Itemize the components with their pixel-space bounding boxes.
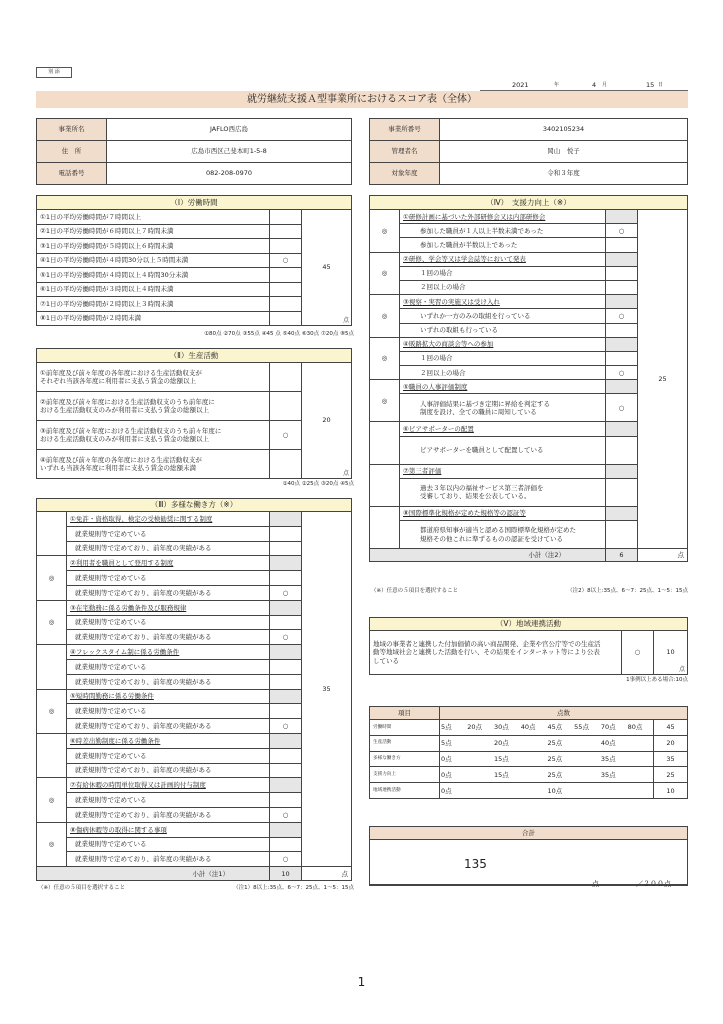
support-sub-mark — [605, 266, 637, 280]
page-title: 就労継続支援Ａ型事業所におけるスコア表（全体） — [36, 91, 688, 108]
diverse-sub-mark: ○ — [269, 807, 301, 822]
support-title-blank — [605, 422, 637, 436]
summary-point-cell: 15点 — [493, 751, 520, 767]
support-sub-mark — [605, 238, 637, 252]
office-number: 3402105234 — [440, 119, 688, 141]
summary-point-cell — [627, 735, 654, 751]
diverse-sub-mark: ○ — [269, 585, 301, 600]
diverse-sub-mark: ○ — [269, 852, 301, 867]
hours-option: ②1日の平均労働時間が６時間以上７時間未満 — [37, 224, 270, 239]
summary-row-total: 25 — [653, 767, 687, 783]
summary-point-cell — [520, 735, 547, 751]
support-sub-mark — [605, 521, 637, 549]
section-header: （Ⅳ） 支援力向上（※） — [370, 196, 688, 210]
summary-point-cell: 25点 — [546, 735, 573, 751]
support-item-title: ⑦第三者評価 — [400, 464, 606, 478]
diverse-select-mark — [37, 645, 67, 689]
support-subtotal: 6 — [605, 549, 637, 562]
hours-mark: ○ — [269, 253, 301, 268]
total-max: ／２００点 — [636, 880, 671, 888]
summary-point-cell — [627, 783, 654, 799]
summary-point-cell: 10点 — [546, 783, 573, 799]
support-title-blank — [605, 506, 637, 520]
summary-point-cell — [466, 751, 493, 767]
diverse-sub-option: 就業規則等で定めている — [67, 748, 270, 763]
diverse-sub-mark — [269, 793, 301, 808]
office-address: 広島市西区己斐本町1-5-8 — [107, 141, 352, 163]
support-sub-option: 過去３年以内の福祉サービス第三者評価を 受審しており、結果を公表している。 — [400, 478, 606, 506]
score-summary-table — [369, 706, 688, 799]
summary-point-cell: 55点 — [573, 720, 600, 736]
diverse-subtotal: 10 — [269, 867, 301, 881]
hours-mark — [269, 268, 301, 283]
summary-point-cell: 70点 — [600, 720, 627, 736]
diverse-title-blank — [269, 822, 301, 837]
manager-name: 岡山 悦子 — [440, 141, 688, 163]
diverse-select-mark: ◎ — [37, 600, 67, 644]
section-header: （Ⅴ）地域連携活動 — [370, 618, 688, 631]
total-score: 135 — [464, 857, 487, 871]
diverse-subtotal-unit: 点 — [301, 867, 351, 881]
diverse-sub-mark: ○ — [269, 719, 301, 734]
summary-point-cell: 30点 — [493, 720, 520, 736]
diverse-sub-option: 就業規則等で定めており、前年度の実績がある — [67, 719, 270, 734]
hours-option: ⑤1日の平均労働時間が４時間以上４時間30分未満 — [37, 268, 270, 283]
summary-point-cell — [520, 783, 547, 799]
support-sub-option: いずれか一方のみの取組を行っている — [400, 309, 606, 323]
summary-points-header: 点数 — [440, 707, 688, 720]
support-item-title: ⑧国際標準化規格が定めた規格等の認証等 — [400, 506, 606, 520]
diverse-item-title: ⑥時差出勤制度に係る労働条件 — [67, 733, 270, 748]
summary-row-label: 多様な働き方 — [370, 751, 440, 767]
diverse-sub-mark: ○ — [269, 630, 301, 645]
annex-tag: 別 添 — [36, 67, 72, 78]
office-name-label: 事業所名 — [37, 119, 107, 141]
hours-mark — [269, 297, 301, 312]
section-diverse-work — [36, 498, 352, 881]
diverse-sub-mark — [269, 748, 301, 763]
support-sub-option: ２回以上の場合 — [400, 366, 606, 380]
diverse-title-blank — [269, 600, 301, 615]
support-sub-mark — [605, 351, 637, 365]
page-number: 1 — [357, 975, 366, 989]
support-select-mark: ◎ — [370, 380, 400, 422]
community-score-cell — [654, 631, 688, 675]
diverse-sub-mark — [269, 704, 301, 719]
diverse-sub-mark — [269, 659, 301, 674]
diverse-sub-mark — [269, 526, 301, 541]
summary-point-cell: 40点 — [600, 735, 627, 751]
support-sub-mark — [605, 478, 637, 506]
diverse-title-blank — [269, 733, 301, 748]
support-title-blank — [605, 380, 637, 394]
community-mark: ○ — [622, 631, 654, 675]
support-title-blank — [605, 337, 637, 351]
summary-point-cell: 80点 — [627, 720, 654, 736]
diverse-sub-option: 就業規則等で定めている — [67, 793, 270, 808]
summary-point-cell — [493, 783, 520, 799]
support-title-blank — [605, 210, 637, 224]
support-note-left: （※）任意の５項目を選択すること — [371, 588, 459, 594]
support-sub-mark — [605, 436, 637, 464]
diverse-score: 35 — [301, 512, 351, 867]
diverse-item-title: ④フレックスタイム制に係る労働条件 — [67, 645, 270, 660]
diverse-title-blank — [269, 512, 301, 527]
summary-point-cell — [573, 783, 600, 799]
office-info-table — [36, 118, 352, 185]
summary-point-cell: 0点 — [440, 751, 467, 767]
summary-item-header: 項目 — [370, 707, 440, 720]
community-note: 1事例以上ある場合:10点 — [626, 677, 688, 683]
support-sub-option: いずれの取組も行っている — [400, 323, 606, 337]
diverse-sub-mark — [269, 763, 301, 778]
summary-point-cell — [573, 735, 600, 751]
diverse-item-title: ⑧傷病休暇等の取得に関する事項 — [67, 822, 270, 837]
section-support-capacity — [369, 195, 688, 562]
diverse-title-blank — [269, 778, 301, 793]
support-item-title: ⑤職員の人事評価制度 — [400, 380, 606, 394]
support-subtotal-unit: 点 — [637, 549, 687, 562]
production-mark — [269, 363, 301, 392]
diverse-sub-mark — [269, 615, 301, 630]
diverse-sub-option: 就業規則等で定めており、前年度の実績がある — [67, 763, 270, 778]
hours-option: ⑧1日の平均労働時間が２時間未満 — [37, 311, 270, 326]
diverse-item-title: ⑤短時間勤務に係る労働条件 — [67, 689, 270, 704]
diverse-sub-option: 就業規則等で定めており、前年度の実績がある — [67, 674, 270, 689]
section-header: （Ⅰ）労働時間 — [37, 196, 352, 210]
summary-point-cell — [466, 735, 493, 751]
diverse-sub-option: 就業規則等で定めており、前年度の実績がある — [67, 630, 270, 645]
target-year-label: 対象年度 — [370, 163, 440, 185]
section-working-hours — [36, 195, 352, 326]
summary-point-cell — [627, 751, 654, 767]
diverse-sub-option: 就業規則等で定めており、前年度の実績がある — [67, 585, 270, 600]
document-date: 2021 年 4 月 15 日 — [480, 80, 688, 91]
production-option: ③前年度及び前々年度における生産活動収支のうち前々年度に おける生産活動収支のみが利用者に支払う賃金の総額以上 — [37, 421, 270, 450]
address-label: 住 所 — [37, 141, 107, 163]
support-sub-option: 人事評価結果に基づき定期に昇給を判定する 制度を設け、全ての職員に周知している — [400, 394, 606, 422]
support-title-blank — [605, 252, 637, 266]
production-score-unit: 点 — [342, 469, 349, 477]
diverse-title-blank — [269, 689, 301, 704]
support-sub-mark: ○ — [605, 366, 637, 380]
summary-point-cell: 25点 — [546, 751, 573, 767]
summary-point-cell: 0点 — [440, 767, 467, 783]
hours-mark — [269, 210, 301, 225]
diverse-sub-option: 就業規則等で定めている — [67, 526, 270, 541]
hours-score-note: ①80点 ②70点 ③55点 ④45 点 ⑤40点 ⑥30点 ⑦20点 ⑧5点 — [204, 331, 354, 337]
total-box — [369, 826, 688, 886]
support-select-mark: ◎ — [370, 295, 400, 338]
support-sub-mark: ○ — [605, 394, 637, 422]
diverse-sub-option: 就業規則等で定めており、前年度の実績がある — [67, 852, 270, 867]
diverse-sub-mark — [269, 541, 301, 556]
support-title-blank — [605, 295, 637, 309]
hours-score-unit: 点 — [342, 316, 349, 324]
summary-row-total: 45 — [653, 720, 687, 736]
summary-point-cell: 25点 — [546, 767, 573, 783]
hours-option: ③1日の平均労働時間が５時間以上６時間未満 — [37, 239, 270, 254]
community-description: 地域の事業者と連携した付加価値の高い商品開発、企業や官公庁等での生産活 動等地域社会と連携した活動を行い、その結果をインターネット等により公表 している — [370, 631, 622, 675]
hours-mark — [269, 282, 301, 297]
summary-point-cell: 15点 — [493, 767, 520, 783]
diverse-select-mark — [37, 512, 67, 556]
manager-label: 管理者名 — [370, 141, 440, 163]
production-mark: ○ — [269, 421, 301, 450]
summary-point-cell: 0点 — [440, 783, 467, 799]
diverse-sub-option: 就業規則等で定めている — [67, 659, 270, 674]
diverse-sub-option: 就業規則等で定めている — [67, 571, 270, 586]
community-score-unit: 点 — [678, 665, 685, 673]
summary-point-cell — [520, 767, 547, 783]
summary-point-cell: 5点 — [440, 720, 467, 736]
summary-row-total: 10 — [653, 783, 687, 799]
summary-point-cell: 40点 — [520, 720, 547, 736]
diverse-item-title: ①免許・資格取得、検定の受検勧奨に関する制度 — [67, 512, 270, 527]
diverse-sub-mark — [269, 674, 301, 689]
support-sub-option: ２回以上の場合 — [400, 280, 606, 294]
support-item-title: ⑥ピアサポーターの配置 — [400, 422, 606, 436]
section-header: （Ⅲ）多様な働き方（※） — [37, 499, 352, 512]
office-name: JAFLO西広島 — [107, 119, 352, 141]
support-sub-option: ピアサポーターを職員として配置している — [400, 436, 606, 464]
diverse-sub-mark — [269, 571, 301, 586]
summary-row-total: 20 — [653, 735, 687, 751]
diverse-sub-option: 就業規則等で定めている — [67, 615, 270, 630]
hours-option: ④1日の平均労働時間が４時間30分以上５時間未満 — [37, 253, 270, 268]
total-unit: 点 — [592, 880, 599, 888]
support-sub-option: １回の場合 — [400, 266, 606, 280]
support-select-mark — [370, 422, 400, 464]
support-score: 25 — [637, 210, 687, 549]
summary-point-cell — [600, 783, 627, 799]
diverse-item-title: ⑦有給休暇の時間単位取得又は計画的付与制度 — [67, 778, 270, 793]
support-sub-option: 参加した職員が１人以上半数未満であった — [400, 224, 606, 238]
office-number-label: 事業所番号 — [370, 119, 440, 141]
hours-mark — [269, 311, 301, 326]
diverse-select-mark: ◎ — [37, 689, 67, 733]
summary-point-cell — [466, 783, 493, 799]
support-sub-option: 参加した職員が半数以上であった — [400, 238, 606, 252]
support-select-mark: ◎ — [370, 210, 400, 253]
summary-row-total: 35 — [653, 751, 687, 767]
support-note-right: （注2）8以上:35点、6～7：25点、1～5：15点 — [567, 588, 688, 594]
hours-option: ⑥1日の平均労働時間が３時間以上４時間未満 — [37, 282, 270, 297]
diverse-note-left: （※）任意の５項目を選択すること — [38, 885, 126, 891]
production-mark — [269, 450, 301, 479]
support-select-mark — [370, 464, 400, 506]
hours-score-cell — [301, 210, 351, 326]
hours-mark — [269, 239, 301, 254]
diverse-title-blank — [269, 645, 301, 660]
support-subtotal-label: 小計（注2） — [370, 549, 606, 562]
support-select-mark: ◎ — [370, 252, 400, 295]
diverse-item-title: ②利用者を職員として登用する制度 — [67, 556, 270, 571]
summary-point-cell — [627, 767, 654, 783]
summary-row-label: 支援力向上 — [370, 767, 440, 783]
summary-row-label: 地域連携活動 — [370, 783, 440, 799]
diverse-sub-option: 就業規則等で定めており、前年度の実績がある — [67, 541, 270, 556]
summary-point-cell: 35点 — [600, 751, 627, 767]
support-item-title: ③視察・実習の実施又は受け入れ — [400, 295, 606, 309]
support-sub-mark — [605, 323, 637, 337]
diverse-note-right: （注1）8以上:35点、6～7：25点、1～5：15点 — [233, 885, 354, 891]
summary-point-cell — [520, 751, 547, 767]
support-select-mark — [370, 506, 400, 548]
hours-mark — [269, 224, 301, 239]
production-score-note: ①40点 ②25点 ③20点 ④5点 — [282, 481, 354, 487]
summary-point-cell: 35点 — [600, 767, 627, 783]
office-admin-table — [369, 118, 688, 185]
hours-score: 45 — [322, 263, 331, 272]
diverse-sub-option: 就業規則等で定めている — [67, 704, 270, 719]
section-header: （Ⅱ）生産活動 — [37, 349, 352, 363]
support-item-title: ①研修計画に基づいた外部研修会又は内部研修会 — [400, 210, 606, 224]
support-select-mark: ◎ — [370, 337, 400, 380]
total-label: 合計 — [370, 827, 687, 840]
support-item-title: ②研修、学会等又は学会誌等において発表 — [400, 252, 606, 266]
support-sub-option: １回の場合 — [400, 351, 606, 365]
support-item-title: ④販路拡大の商談会等への参加 — [400, 337, 606, 351]
diverse-subtotal-label: 小計（注1） — [37, 867, 270, 881]
summary-point-cell — [573, 751, 600, 767]
office-phone: 082-208-0970 — [107, 163, 352, 185]
diverse-select-mark — [37, 733, 67, 777]
summary-point-cell — [466, 767, 493, 783]
production-score: 20 — [322, 416, 331, 425]
diverse-select-mark: ◎ — [37, 778, 67, 822]
production-option: ④前年度及び前々年度の各年度における生産活動収支が いずれも当該各年度に利用者に支払う賃金の総額未満 — [37, 450, 270, 479]
summary-point-cell: 5点 — [440, 735, 467, 751]
production-option: ①前年度及び前々年度の各年度における生産活動収支が それぞれ当該各年度に利用者に支払う賃金の総額以上 — [37, 363, 270, 392]
diverse-sub-option: 就業規則等で定めている — [67, 837, 270, 852]
diverse-sub-option: 就業規則等で定めており、前年度の実績がある — [67, 807, 270, 822]
production-mark — [269, 392, 301, 421]
section-production — [36, 348, 352, 479]
support-sub-mark: ○ — [605, 224, 637, 238]
diverse-item-title: ③在宅勤務に係る労働条件及び服務規律 — [67, 600, 270, 615]
production-option: ②前年度及び前々年度における生産活動収支のうち前年度に おける生産活動収支のみが利用者に支払う賃金の総額以上 — [37, 392, 270, 421]
total-underline — [369, 884, 688, 885]
summary-row-label: 生産活動 — [370, 735, 440, 751]
summary-point-cell: 45点 — [546, 720, 573, 736]
diverse-sub-mark — [269, 837, 301, 852]
summary-point-cell: 20点 — [493, 735, 520, 751]
hours-option: ⑦1日の平均労働時間が２時間以上３時間未満 — [37, 297, 270, 312]
diverse-title-blank — [269, 556, 301, 571]
section-community — [369, 617, 688, 675]
support-sub-option: 都道府県知事が適当と認める国際標準化規格が定めた 規格その他これに準ずるものの認証を受けている — [400, 521, 606, 549]
support-sub-mark: ○ — [605, 309, 637, 323]
community-score: 10 — [666, 648, 675, 657]
summary-row-label: 労働時間 — [370, 720, 440, 736]
support-title-blank — [605, 464, 637, 478]
hours-option: ①1日の平均労働時間が７時間以上 — [37, 210, 270, 225]
diverse-select-mark: ◎ — [37, 822, 67, 866]
support-sub-mark — [605, 280, 637, 294]
summary-point-cell — [573, 767, 600, 783]
summary-point-cell: 20点 — [466, 720, 493, 736]
production-score-cell — [301, 363, 351, 479]
diverse-select-mark: ◎ — [37, 556, 67, 600]
phone-label: 電話番号 — [37, 163, 107, 185]
target-year: 令和３年度 — [440, 163, 688, 185]
